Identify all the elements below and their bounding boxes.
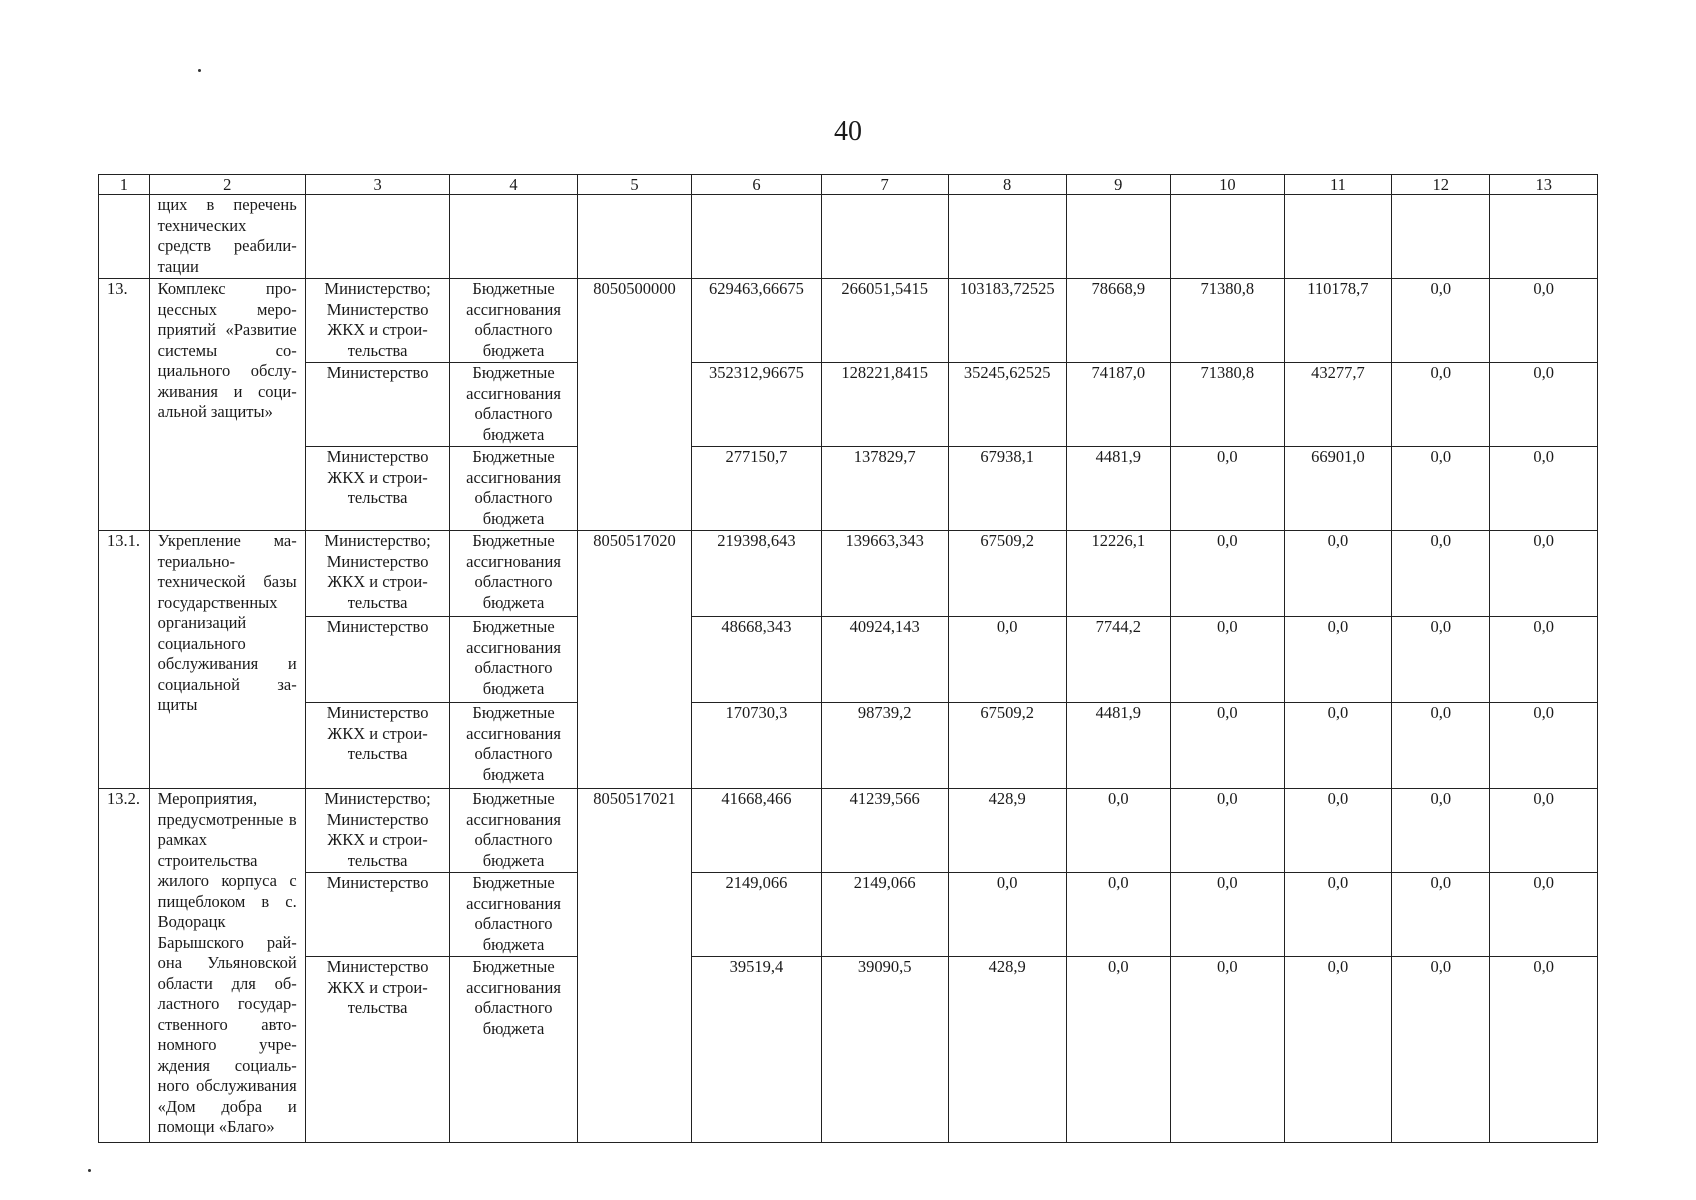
amount-cell: 0,0 bbox=[1392, 957, 1490, 1143]
amount-cell: 266051,5415 bbox=[821, 279, 948, 363]
amount-cell: 71380,8 bbox=[1170, 279, 1284, 363]
table-row bbox=[99, 703, 1598, 789]
empty-cell bbox=[1392, 195, 1490, 279]
table-row bbox=[99, 363, 1598, 447]
empty-cell bbox=[1170, 195, 1284, 279]
amount-cell: 0,0 bbox=[1490, 703, 1598, 789]
amount-cell: 4481,9 bbox=[1066, 447, 1170, 531]
column-header: 9 bbox=[1066, 175, 1170, 195]
amount-cell: 352312,96675 bbox=[692, 363, 821, 447]
amount-cell: 0,0 bbox=[1490, 617, 1598, 703]
amount-cell: 103183,72525 bbox=[948, 279, 1066, 363]
amount-cell: 0,0 bbox=[1170, 617, 1284, 703]
amount-cell: 40924,143 bbox=[821, 617, 948, 703]
amount-cell: 629463,66675 bbox=[692, 279, 821, 363]
amount-cell: 12226,1 bbox=[1066, 531, 1170, 617]
row-number-cell bbox=[99, 195, 150, 279]
measure-name-cell: Мероприятия, предусмотренные в рамках строительства жилого корпуса с пищеблоком в с. Водорацк Барышского района Ульяновской области для областного государственного автономного учреждения социального обслуживания «Дом добра и помощи «Благо» bbox=[149, 789, 305, 1143]
amount-cell: 0,0 bbox=[1066, 957, 1170, 1143]
amount-cell: 67509,2 bbox=[948, 703, 1066, 789]
amount-cell: 66901,0 bbox=[1284, 447, 1392, 531]
column-header: 5 bbox=[577, 175, 692, 195]
measure-name-cell: щих в перечень технических средств реабилитации bbox=[149, 195, 305, 279]
amount-cell: 67509,2 bbox=[948, 531, 1066, 617]
amount-cell: 78668,9 bbox=[1066, 279, 1170, 363]
amount-cell: 0,0 bbox=[1490, 957, 1598, 1143]
column-header: 3 bbox=[305, 175, 450, 195]
amount-cell: 0,0 bbox=[1490, 789, 1598, 873]
amount-cell: 428,9 bbox=[948, 789, 1066, 873]
amount-cell: 128221,8415 bbox=[821, 363, 948, 447]
funding-source-cell: Бюджетные ассигнования областного бюджета bbox=[450, 279, 577, 363]
amount-cell: 0,0 bbox=[1284, 873, 1392, 957]
funding-source-cell: Бюджетные ассигнования областного бюджета bbox=[450, 447, 577, 531]
amount-cell: 0,0 bbox=[948, 873, 1066, 957]
executor-cell: Министерство; Министерство ЖКХ и строительства bbox=[305, 279, 450, 363]
empty-cell bbox=[577, 195, 692, 279]
row-number-cell: 13.2. bbox=[99, 789, 150, 1143]
empty-cell bbox=[1066, 195, 1170, 279]
amount-cell: 0,0 bbox=[1170, 873, 1284, 957]
executor-cell: Министерство ЖКХ и строительства bbox=[305, 957, 450, 1143]
amount-cell: 0,0 bbox=[1284, 957, 1392, 1143]
column-number-row bbox=[99, 175, 1598, 195]
amount-cell: 0,0 bbox=[1170, 789, 1284, 873]
executor-cell: Министерство bbox=[305, 617, 450, 703]
measure-name-cell: Комплекс процессных мероприятий «Развитие системы социального обслуживания и социальной защиты» bbox=[149, 279, 305, 531]
amount-cell: 98739,2 bbox=[821, 703, 948, 789]
empty-cell bbox=[821, 195, 948, 279]
table-row bbox=[99, 279, 1598, 363]
column-header: 2 bbox=[149, 175, 305, 195]
continuation-row bbox=[99, 195, 1598, 279]
column-header: 13 bbox=[1490, 175, 1598, 195]
amount-cell: 0,0 bbox=[1392, 531, 1490, 617]
table-row bbox=[99, 957, 1598, 1143]
funding-source-cell: Бюджетные ассигнования областного бюджета bbox=[450, 531, 577, 617]
empty-cell bbox=[692, 195, 821, 279]
amount-cell: 7744,2 bbox=[1066, 617, 1170, 703]
scan-speck bbox=[198, 69, 201, 72]
scan-speck bbox=[88, 1169, 91, 1172]
amount-cell: 428,9 bbox=[948, 957, 1066, 1143]
column-header: 7 bbox=[821, 175, 948, 195]
table-row bbox=[99, 617, 1598, 703]
amount-cell: 0,0 bbox=[1284, 703, 1392, 789]
executor-cell: Министерство bbox=[305, 363, 450, 447]
funding-source-cell: Бюджетные ассигнования областного бюджета bbox=[450, 363, 577, 447]
amount-cell: 2149,066 bbox=[692, 873, 821, 957]
amount-cell: 0,0 bbox=[1392, 617, 1490, 703]
amount-cell: 0,0 bbox=[1284, 531, 1392, 617]
amount-cell: 41668,466 bbox=[692, 789, 821, 873]
amount-cell: 4481,9 bbox=[1066, 703, 1170, 789]
amount-cell: 0,0 bbox=[1392, 279, 1490, 363]
measure-name-cell: Укрепление материально-технической базы государственных организаций социального обслуживания и социальной защиты bbox=[149, 531, 305, 789]
amount-cell: 2149,066 bbox=[821, 873, 948, 957]
amount-cell: 74187,0 bbox=[1066, 363, 1170, 447]
amount-cell: 35245,62525 bbox=[948, 363, 1066, 447]
amount-cell: 0,0 bbox=[1170, 531, 1284, 617]
amount-cell: 41239,566 bbox=[821, 789, 948, 873]
funding-source-cell: Бюджетные ассигнования областного бюджета bbox=[450, 617, 577, 703]
row-number-cell: 13. bbox=[99, 279, 150, 531]
amount-cell: 0,0 bbox=[1066, 873, 1170, 957]
amount-cell: 0,0 bbox=[1392, 873, 1490, 957]
amount-cell: 0,0 bbox=[1170, 957, 1284, 1143]
executor-cell: Министерство; Министерство ЖКХ и строительства bbox=[305, 789, 450, 873]
table-row bbox=[99, 531, 1598, 617]
amount-cell: 0,0 bbox=[1392, 703, 1490, 789]
amount-cell: 71380,8 bbox=[1170, 363, 1284, 447]
column-header: 1 bbox=[99, 175, 150, 195]
amount-cell: 0,0 bbox=[1284, 789, 1392, 873]
funding-source-cell: Бюджетные ассигнования областного бюджета bbox=[450, 873, 577, 957]
executor-cell: Министерство bbox=[305, 873, 450, 957]
column-header: 6 bbox=[692, 175, 821, 195]
column-header: 8 bbox=[948, 175, 1066, 195]
amount-cell: 0,0 bbox=[1490, 279, 1598, 363]
executor-cell: Министерство; Министерство ЖКХ и строительства bbox=[305, 531, 450, 617]
column-header: 10 bbox=[1170, 175, 1284, 195]
amount-cell: 170730,3 bbox=[692, 703, 821, 789]
empty-cell bbox=[1284, 195, 1392, 279]
amount-cell: 67938,1 bbox=[948, 447, 1066, 531]
amount-cell: 137829,7 bbox=[821, 447, 948, 531]
empty-cell bbox=[948, 195, 1066, 279]
amount-cell: 48668,343 bbox=[692, 617, 821, 703]
column-header: 12 bbox=[1392, 175, 1490, 195]
amount-cell: 43277,7 bbox=[1284, 363, 1392, 447]
column-header: 11 bbox=[1284, 175, 1392, 195]
empty-cell bbox=[305, 195, 450, 279]
amount-cell: 0,0 bbox=[1490, 873, 1598, 957]
amount-cell: 110178,7 bbox=[1284, 279, 1392, 363]
amount-cell: 219398,643 bbox=[692, 531, 821, 617]
amount-cell: 139663,343 bbox=[821, 531, 948, 617]
amount-cell: 0,0 bbox=[1170, 447, 1284, 531]
amount-cell: 0,0 bbox=[1392, 789, 1490, 873]
empty-cell bbox=[450, 195, 577, 279]
budget-table-sheet bbox=[98, 174, 1598, 1143]
funding-source-cell: Бюджетные ассигнования областного бюджета bbox=[450, 957, 577, 1143]
executor-cell: Министерство ЖКХ и строительства bbox=[305, 447, 450, 531]
row-number-cell: 13.1. bbox=[99, 531, 150, 789]
budget-table bbox=[98, 174, 1598, 1143]
budget-code-cell: 8050517021 bbox=[577, 789, 692, 1143]
executor-cell: Министерство ЖКХ и строительства bbox=[305, 703, 450, 789]
amount-cell: 0,0 bbox=[1490, 363, 1598, 447]
column-header: 4 bbox=[450, 175, 577, 195]
table-groups bbox=[99, 279, 1598, 1143]
amount-cell: 0,0 bbox=[1066, 789, 1170, 873]
table-row bbox=[99, 447, 1598, 531]
amount-cell: 0,0 bbox=[1392, 363, 1490, 447]
amount-cell: 277150,7 bbox=[692, 447, 821, 531]
amount-cell: 0,0 bbox=[1392, 447, 1490, 531]
page-number: 40 bbox=[834, 116, 862, 147]
amount-cell: 0,0 bbox=[948, 617, 1066, 703]
amount-cell: 39090,5 bbox=[821, 957, 948, 1143]
table-row bbox=[99, 873, 1598, 957]
funding-source-cell: Бюджетные ассигнования областного бюджета bbox=[450, 789, 577, 873]
budget-code-cell: 8050517020 bbox=[577, 531, 692, 789]
amount-cell: 39519,4 bbox=[692, 957, 821, 1143]
amount-cell: 0,0 bbox=[1490, 447, 1598, 531]
funding-source-cell: Бюджетные ассигнования областного бюджета bbox=[450, 703, 577, 789]
amount-cell: 0,0 bbox=[1170, 703, 1284, 789]
amount-cell: 0,0 bbox=[1490, 531, 1598, 617]
amount-cell: 0,0 bbox=[1284, 617, 1392, 703]
table-row bbox=[99, 789, 1598, 873]
empty-cell bbox=[1490, 195, 1598, 279]
budget-code-cell: 8050500000 bbox=[577, 279, 692, 531]
